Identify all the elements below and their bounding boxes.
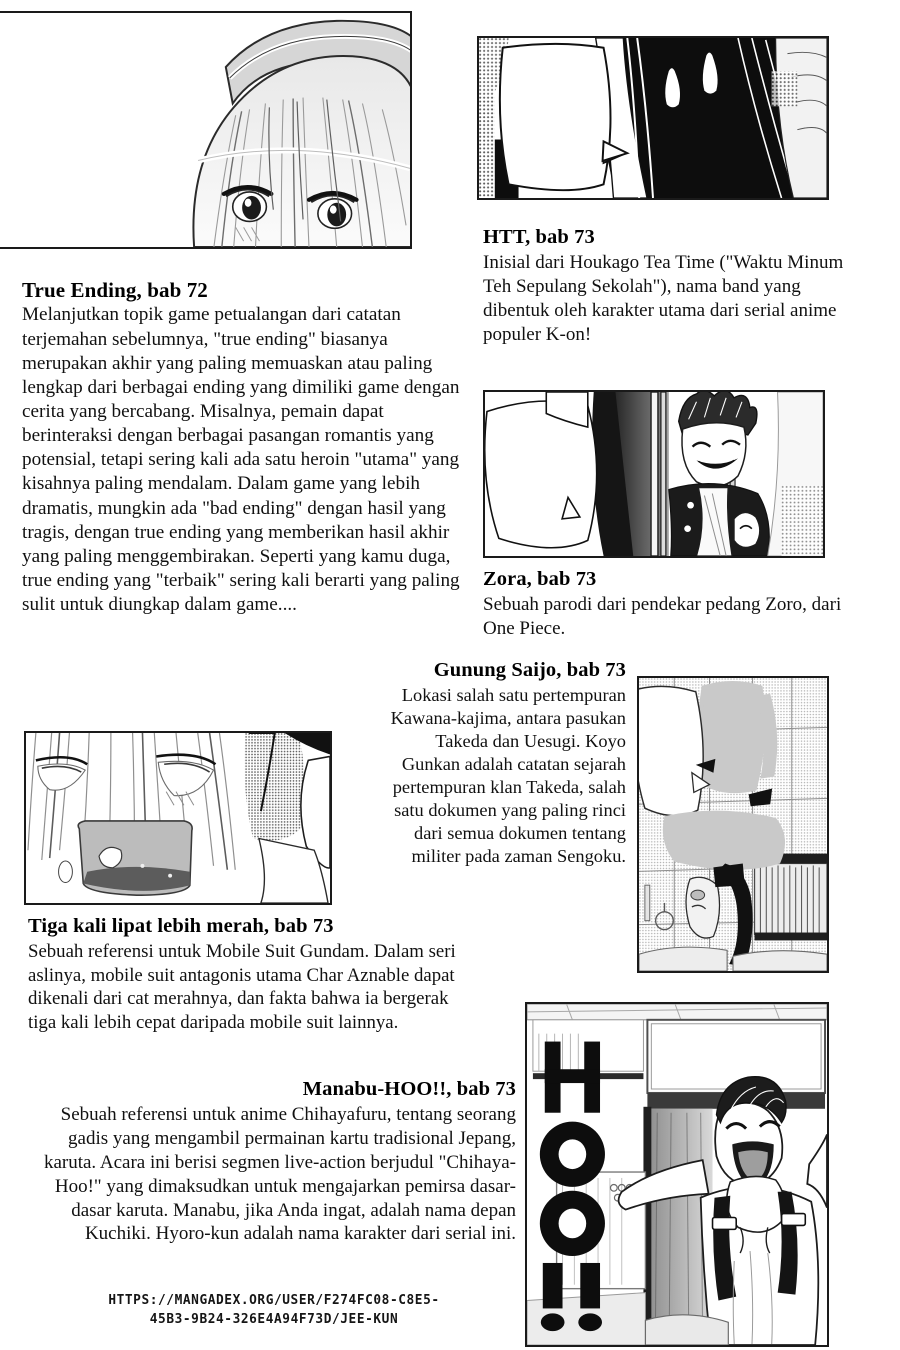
- footer-credit-line-2: 45B3-9B24-326E4A94F73D/JEE-KUN: [149, 1311, 399, 1327]
- note-gunung-saijo-body: Lokasi salah satu pertempuran Kawana-kajima, antara pasukan Takeda dan Uesugi. Koyo Gunkan adalah catatan sejarah pertempuran klan Takeda, salah satu dokumen yang paling rinci dari semua dokumen tentang militer pada zaman Sengoku.: [390, 684, 626, 866]
- note-tiga-kali-lipat-heading: Tiga kali lipat lebih merah, bab 73: [28, 915, 334, 937]
- note-zora-heading: Zora, bab 73: [483, 568, 597, 590]
- note-true-ending: [22, 278, 474, 617]
- manga-panel-girl-blush: [24, 731, 332, 905]
- manga-panel-speech-sweat: [477, 36, 829, 200]
- note-gunung-saijo: [378, 659, 626, 868]
- manga-panel-classroom-tall: [637, 676, 829, 973]
- note-htt-heading: HTT, bab 73: [483, 226, 595, 248]
- footer-credit-url: [37, 1292, 510, 1329]
- note-true-ending-body: Melanjutkan topik game petualangan dari catatan terjemahan sebelumnya, "true ending" biasanya merupakan akhir yang paling memuaskan atau paling lengkap dari berbagai ending yang dimiliki game dengan cerita yang bercabang. Misalnya, pemain dapat berinteraksi dengan berbagai pasangan romantis yang potensial, tetapi sering kali ada satu heroin "utama" yang kisahnya paling mendalam. Dalam game yang lebih dramatis, mungkin ada "bad ending" dengan hasil yang tragis, dengan true ending yang memberikan hasil akhir yang paling menggembirakan. Seperti yang kamu duga, true ending yang "terbaik" sering kali berarti yang paling sulit untuk diungkap dalam game....: [22, 304, 460, 616]
- note-manabu-hoo-heading: Manabu-HOO!!, bab 73: [302, 1078, 516, 1100]
- manga-panel-girl-headband: [0, 11, 412, 249]
- note-zora: [483, 568, 843, 640]
- note-tiga-kali-lipat: [28, 915, 480, 1035]
- note-manabu-hoo-body: Sebuah referensi untuk anime Chihayafuru, tentang seorang gadis yang mengambil permainan kartu tradisional Jepang, karuta. Acara ini berisi segmen live-action berjudul "Chihaya-Hoo!" yang dimaksudkan untuk mengajarkan pemirsa dasar-dasar karuta. Manabu, jika Anda ingat, adalah nama depan Kuchiki. Hyoro-kun adalah nama karakter dari serial ini.: [43, 1103, 516, 1245]
- note-tiga-kali-lipat-body: Sebuah referensi untuk Mobile Suit Gundam. Dalam seri aslinya, mobile suit antagonis utama Char Aznable dapat dikenali dari cat merahnya, dan fakta bahwa ia bergerak tiga kali lebih cepat daripada mobile suit lainnya.: [28, 940, 456, 1034]
- footer-credit-line-1: HTTPS://MANGADEX.ORG/USER/F274FC08-C8E5-: [108, 1293, 440, 1308]
- note-htt: [483, 226, 853, 347]
- manga-panel-boy-window: [483, 390, 825, 558]
- note-manabu-hoo: [32, 1078, 516, 1246]
- note-true-ending-heading: True Ending, bab 72: [22, 278, 208, 302]
- note-htt-body: Inisial dari Houkago Tea Time ("Waktu Minum Teh Sepulang Sekolah"), nama band yang dibentuk oleh karakter utama dari serial anime populer K-on!: [483, 251, 844, 345]
- note-gunung-saijo-heading: Gunung Saijo, bab 73: [433, 659, 626, 681]
- manga-panel-hoo-shout: [525, 1002, 829, 1347]
- note-zora-body: Sebuah parodi dari pendekar pedang Zoro, dari One Piece.: [483, 593, 842, 639]
